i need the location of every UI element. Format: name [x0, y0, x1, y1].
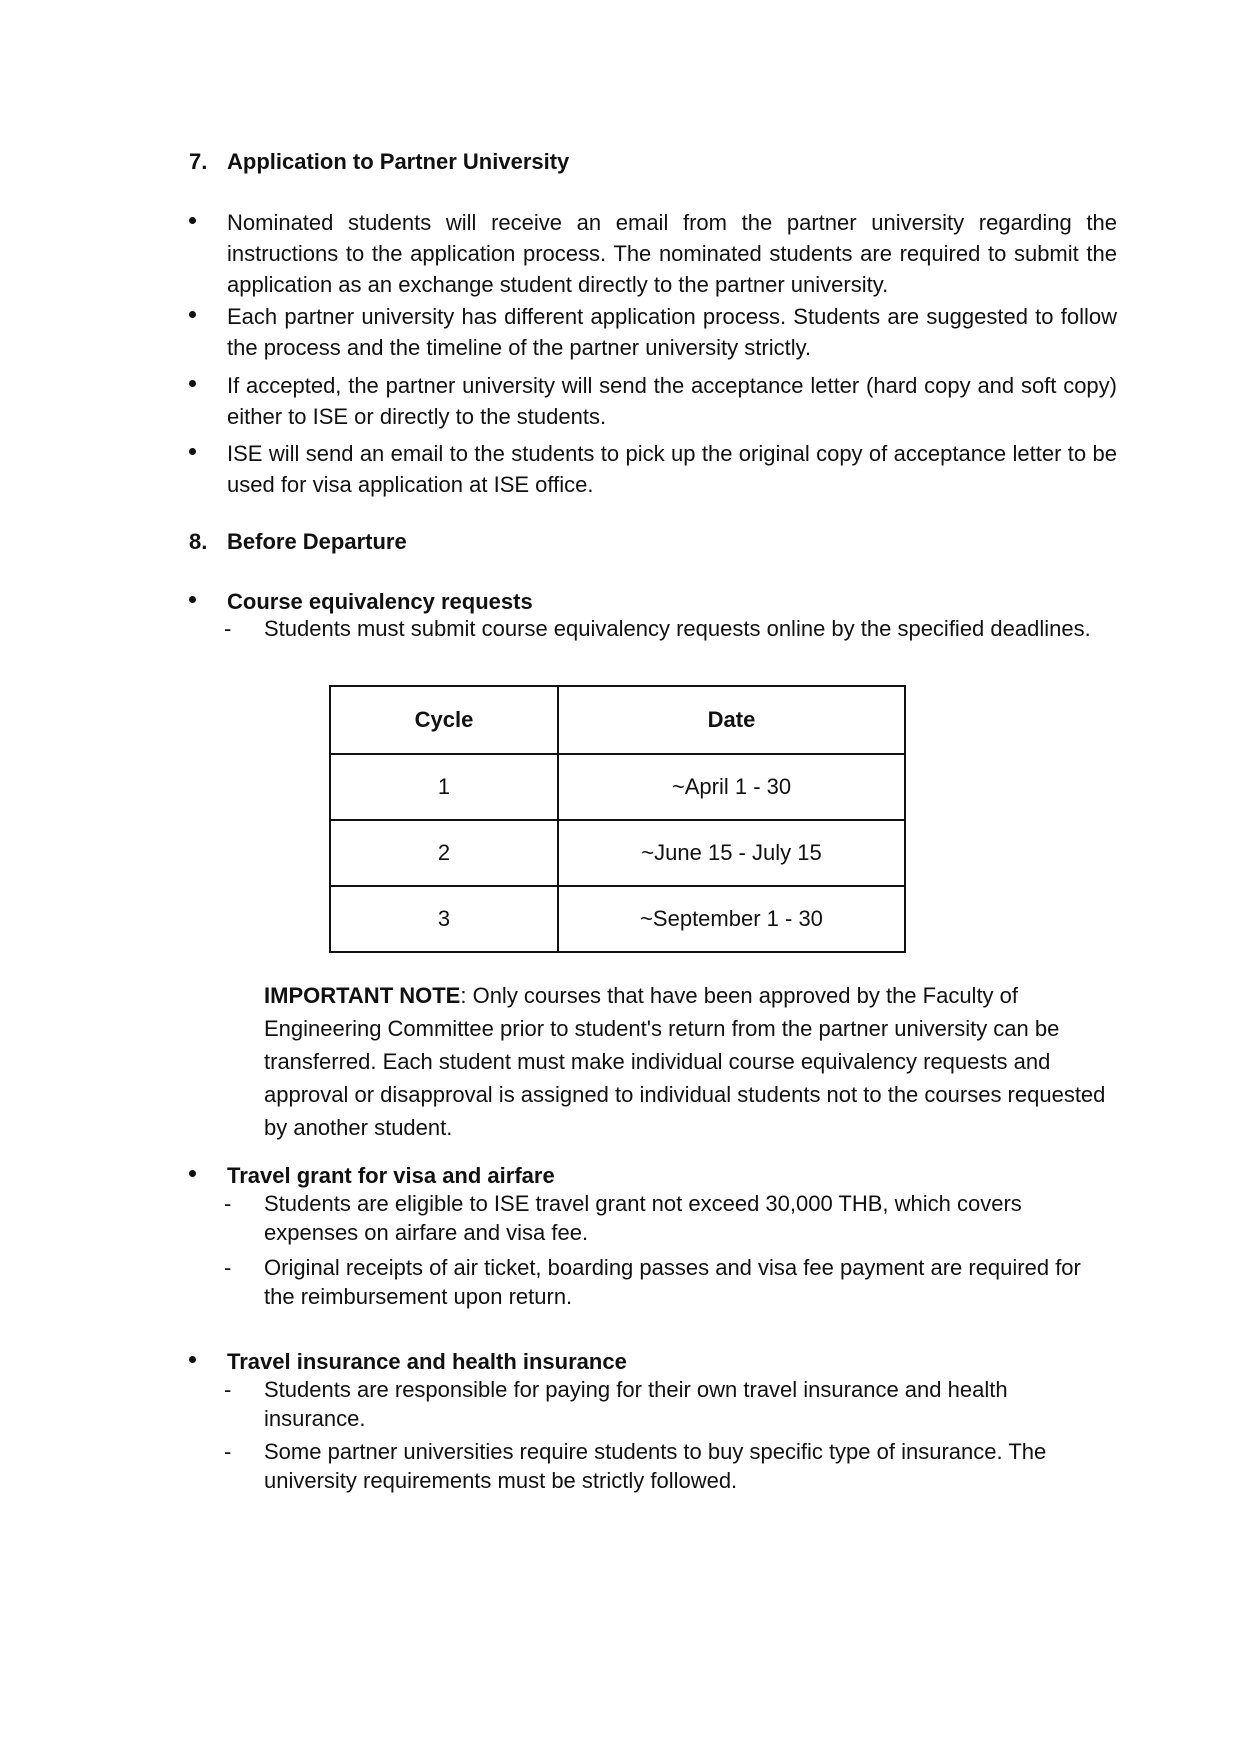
- table-cell: 2: [330, 820, 558, 886]
- dash-marker: -: [224, 1377, 232, 1402]
- bullet-icon: [189, 1356, 196, 1363]
- bullet-text: Nominated students will receive an email from the partner university regarding the instructions to the application process. The nominated students are required to submit the application as an exchange student directly to the partner university.: [227, 210, 1117, 297]
- column-header-date: Date: [558, 686, 905, 754]
- table-cell: 3: [330, 886, 558, 952]
- table-cell: ~September 1 - 30: [558, 886, 905, 952]
- important-note: [264, 979, 1114, 1144]
- column-header-cycle: Cycle: [330, 686, 558, 754]
- bullet-text: If accepted, the partner university will send the acceptance letter (hard copy and soft copy) either to ISE or directly to the students.: [227, 373, 1117, 429]
- note-text: : Only courses that have been approved by the Faculty of Engineering Committee prior to student's return from the partner university can be transferred. Each student must make individual course equivalency requests and approval or disapproval is assigned to individual students not to the courses requested by another student.: [264, 983, 1106, 1140]
- section-8-heading: [189, 528, 407, 556]
- table-cell: 1: [330, 754, 558, 820]
- dash-marker: -: [224, 616, 232, 641]
- table-cell: ~April 1 - 30: [558, 754, 905, 820]
- table-row: [330, 820, 905, 886]
- dash-marker: -: [224, 1439, 232, 1464]
- bullet-text: ISE will send an email to the students to pick up the original copy of acceptance letter to be used for visa application at ISE office.: [227, 441, 1117, 497]
- cycle-date-table: [329, 685, 906, 953]
- bullet-icon: [189, 217, 196, 224]
- sub-item-text: Students are eligible to ISE travel grant not exceed 30,000 THB, which covers expenses on airfare and visa fee.: [264, 1191, 1022, 1245]
- bullet-icon: [189, 380, 196, 387]
- table-header-row: [330, 686, 905, 754]
- bullet-icon: [189, 311, 196, 318]
- sub-item-text: Students are responsible for paying for their own travel insurance and health insurance.: [264, 1377, 1008, 1431]
- bullet-icon: [189, 596, 196, 603]
- bullet-title: Travel grant for visa and airfare: [227, 1163, 555, 1188]
- section-title: Application to Partner University: [227, 149, 570, 174]
- dash-marker: -: [224, 1255, 232, 1280]
- section-number: 7.: [189, 149, 208, 174]
- bullet-title: Course equivalency requests: [227, 589, 533, 614]
- table-row: [330, 754, 905, 820]
- bullet-icon: [189, 448, 196, 455]
- sub-item-text: Some partner universities require students to buy specific type of insurance. The university requirements must be strictly followed.: [264, 1439, 1047, 1493]
- dash-marker: -: [224, 1191, 232, 1216]
- section-7-heading: [189, 148, 569, 176]
- note-label: IMPORTANT NOTE: [264, 983, 461, 1008]
- table-cell: ~June 15 - July 15: [558, 820, 905, 886]
- bullet-title: Travel insurance and health insurance: [227, 1349, 627, 1374]
- sub-item-text: Students must submit course equivalency requests online by the specified deadlines.: [264, 616, 1091, 641]
- section-title: Before Departure: [227, 529, 407, 554]
- section-number: 8.: [189, 529, 208, 554]
- bullet-icon: [189, 1170, 196, 1177]
- bullet-text: Each partner university has different application process. Students are suggested to follow the process and the timeline of the partner university strictly.: [227, 304, 1117, 360]
- table-row: [330, 886, 905, 952]
- sub-item-text: Original receipts of air ticket, boarding passes and visa fee payment are required for the reimbursement upon return.: [264, 1255, 1081, 1309]
